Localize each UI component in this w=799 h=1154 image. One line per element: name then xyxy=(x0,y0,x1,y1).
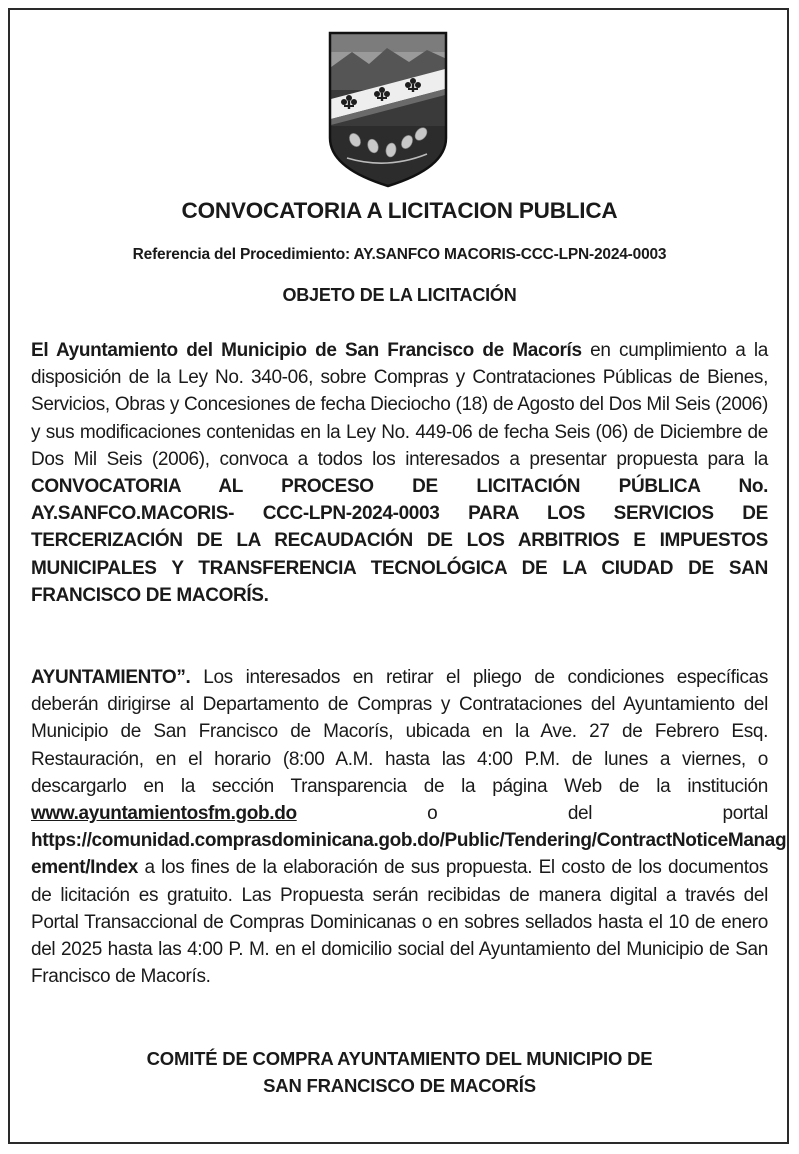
portal-connector-text: o del portal xyxy=(296,803,768,825)
committee-line-2: SAN FRANCISCO DE MACORÍS xyxy=(263,1075,536,1096)
submission-text: a los fines de la elaboración de sus propuesta. El costo de los documentos de licitación es gratuito. Las Propuesta serán recibidas de manera digital a través del Portal Transaccional de Compras Dominicanas o en sobres sellados hasta el 10 de enero del 2025 hasta las 4:00 P. M. en el domicilio social del Ayuntamiento del Municipio de San Francisco de Macorís. xyxy=(31,857,768,988)
notice-title: CONVOCATORIA A LICITACION PUBLICA xyxy=(181,198,618,223)
committee-line-1: COMITÉ DE COMPRA AYUNTAMIENTO DEL MUNICIPIO DE xyxy=(146,1048,653,1069)
instructions-paragraph xyxy=(31,664,787,990)
paragraph-lead: AYUNTAMIENTO”. xyxy=(31,667,191,688)
committee-signature xyxy=(0,1045,799,1099)
procedure-reference: Referencia del Procedimiento: AY.SANFCO MACORIS-CCC-LPN-2024-0003 xyxy=(132,246,667,263)
legal-basis-text: en cumplimiento a la disposición de la Ley No. 340-06, sobre Compras y Contrataciones Públicas de Bienes, Servicios, Obras y Concesiones de fecha Dieciocho (18) de Agosto del Dos Mil Seis (2006) y sus modificaciones contenidas en la Ley No. 449-06 de fecha Seis (06) de Diciembre de Dos Mil Seis (2006), convoca a todos los interesados a presentar propuesta para la xyxy=(31,340,769,470)
website-link[interactable]: www.ayuntamientosfm.gob.do xyxy=(31,803,297,825)
object-heading: OBJETO DE LA LICITACIÓN xyxy=(282,285,517,305)
entity-name: El Ayuntamiento del Municipio de San Francisco de Macorís xyxy=(31,340,582,361)
portal-url[interactable]: https://comunidad.comprasdominicana.gob.do/Public/Tendering/ContractNoticeManag ement/Index xyxy=(31,830,787,879)
invitation-paragraph xyxy=(31,337,768,609)
municipal-coat-of-arms xyxy=(327,30,449,190)
instructions-text: Los interesados en retirar el pliego de condiciones específicas deberán dirigirse al Departamento de Compras y Contrataciones del Ayuntamiento del Municipio de San Francisco de Macorís, ubicada en la Ave. 27 de Febrero Esq. Restauración, en el horario (8:00 A.M. hasta las 4:00 P.M. de lunes a viernes, o descargarlo en la sección Transparencia de la página Web de la institución xyxy=(31,667,768,797)
process-name: CONVOCATORIA AL PROCESO DE LICITACIÓN PÚBLICA No. AY.SANFCO.MACORIS- CCC-LPN-2024-0003 PARA LOS SERVICIOS DE TERCERIZACIÓN DE LA RECAUDACIÓN DE LOS ARBITRIOS E IMPUESTOS MUNICIPALES Y TRANSFERENCIA TECNOLÓGICA DE LA CIUDAD DE SAN FRANCISCO DE MACORÍS. xyxy=(31,476,768,606)
